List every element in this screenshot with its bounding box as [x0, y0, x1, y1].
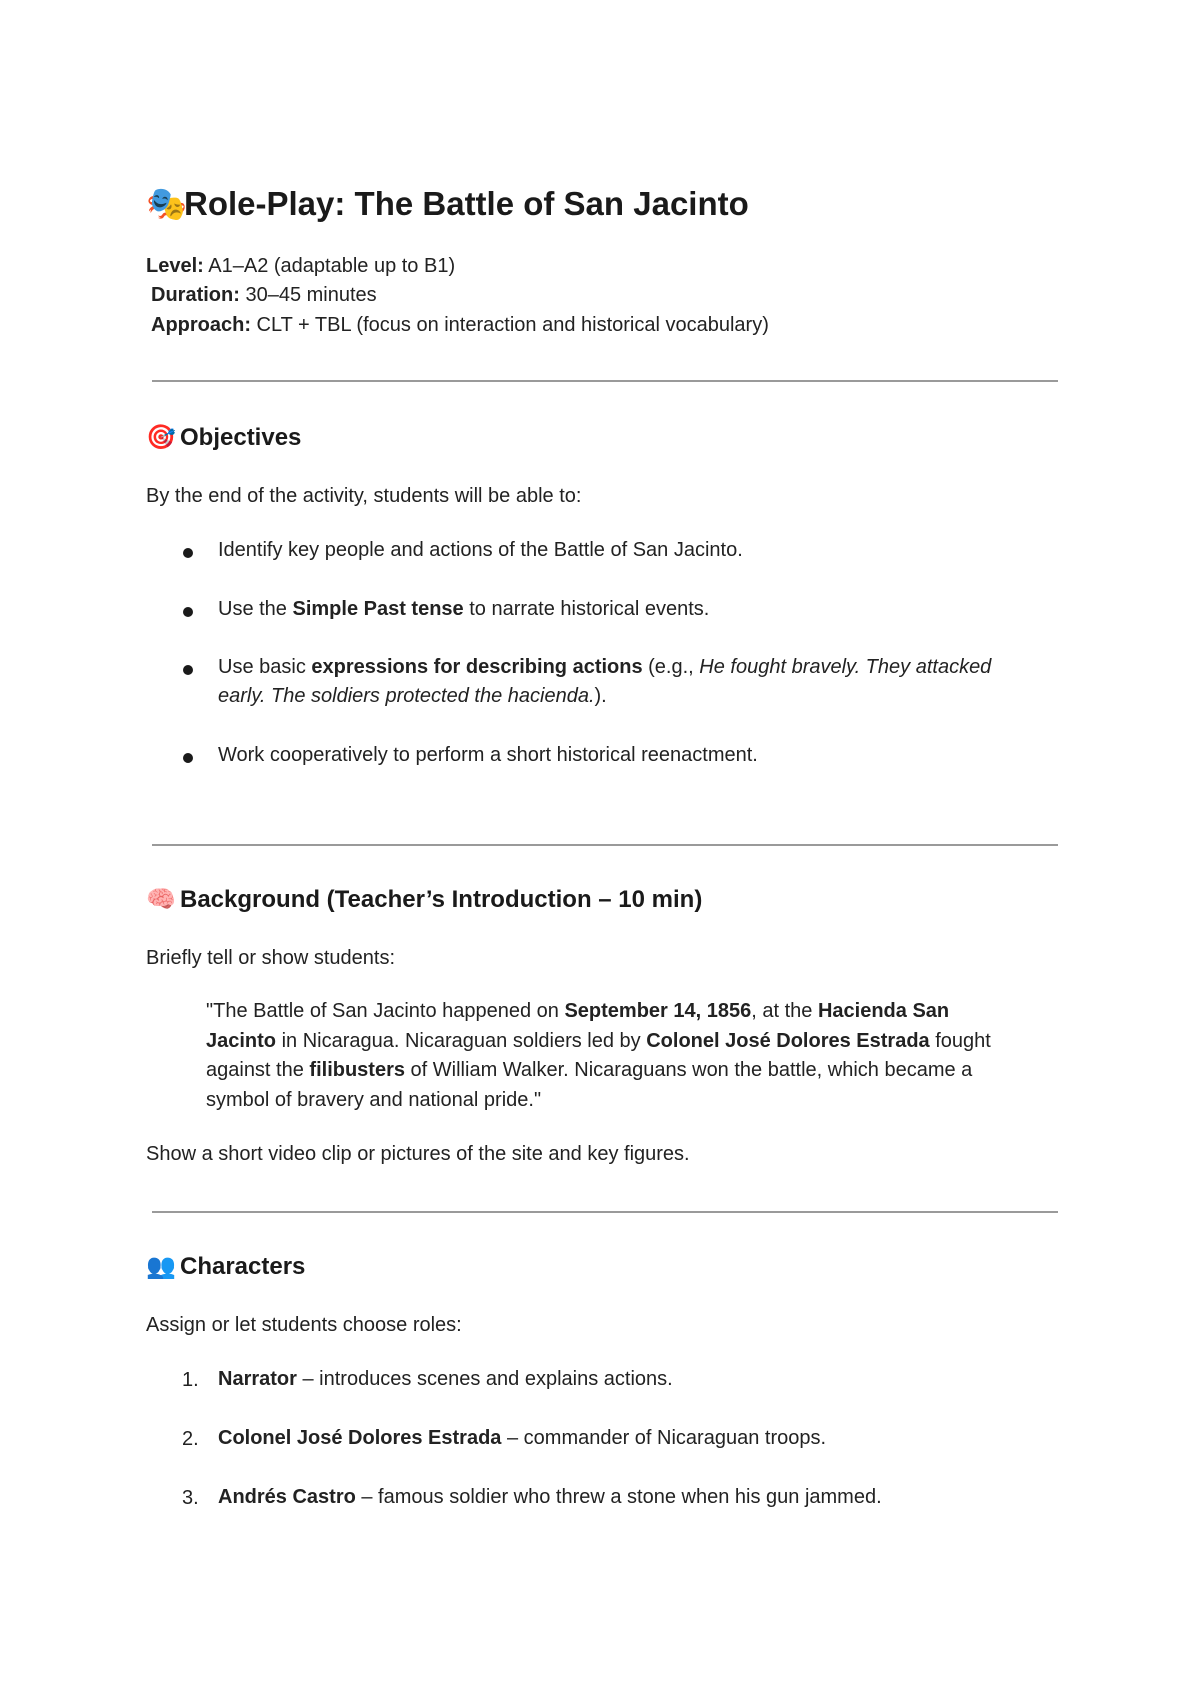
quote-block: "The Battle of San Jacinto happened on September 14, 1856, at the Hacienda San Jacinto in Nicaragua. Nicaraguan soldiers led by Colonel José Dolores Estrada fought against the filibusters of William Walker. Nicaraguans won the battle, which became a symbol of bravery and national pride." — [206, 1000, 991, 1111]
list-item: Andrés Castro – famous soldier who threw a stone when his gun jammed. — [218, 1486, 882, 1508]
list-item: Use the Simple Past tense to narrate historical events. — [218, 598, 710, 620]
list-item: Colonel José Dolores Estrada – commander of Nicaraguan troops. — [218, 1427, 827, 1449]
background-after: Show a short video clip or pictures of the site and key figures. — [146, 1143, 690, 1165]
duration-line: Duration: 30–45 minutes — [151, 284, 377, 306]
level-line: Level: A1–A2 (adaptable up to B1) — [146, 255, 456, 277]
characters-intro: Assign or let students choose roles: — [146, 1314, 462, 1336]
bullet-icon — [183, 753, 193, 763]
page-title: 🎭Role-Play: The Battle of San Jacinto — [146, 185, 749, 222]
performing-arts-icon: 🎭 — [146, 185, 188, 222]
list-number: 3. — [182, 1487, 199, 1509]
bullet-icon — [183, 607, 193, 617]
people-icon: 👥 — [146, 1253, 176, 1280]
divider — [152, 844, 1058, 846]
list-item: Work cooperatively to perform a short historical reenactment. — [218, 744, 758, 766]
list-number: 2. — [182, 1428, 199, 1450]
target-icon: 🎯 — [146, 424, 176, 451]
list-item: Use basic expressions for describing actions (e.g., He fought bravely. They attacked early. The soldiers protected the hacienda.). — [218, 656, 992, 707]
list-number: 1. — [182, 1369, 199, 1391]
background-intro: Briefly tell or show students: — [146, 947, 395, 969]
list-item: Narrator – introduces scenes and explains actions. — [218, 1368, 673, 1390]
bullet-icon — [183, 548, 193, 558]
background-heading: 🧠 Background (Teacher’s Introduction – 10 min) — [146, 886, 703, 913]
divider — [152, 380, 1058, 382]
objectives-intro: By the end of the activity, students will be able to: — [146, 485, 582, 507]
divider — [152, 1211, 1058, 1213]
characters-heading: 👥 Characters — [146, 1253, 306, 1280]
bullet-icon — [183, 665, 193, 675]
objectives-heading: 🎯 Objectives — [146, 424, 302, 451]
brain-icon: 🧠 — [146, 886, 176, 913]
approach-line: Approach: CLT + TBL (focus on interaction and historical vocabulary) — [151, 314, 769, 336]
list-item: Identify key people and actions of the Battle of San Jacinto. — [218, 539, 743, 561]
